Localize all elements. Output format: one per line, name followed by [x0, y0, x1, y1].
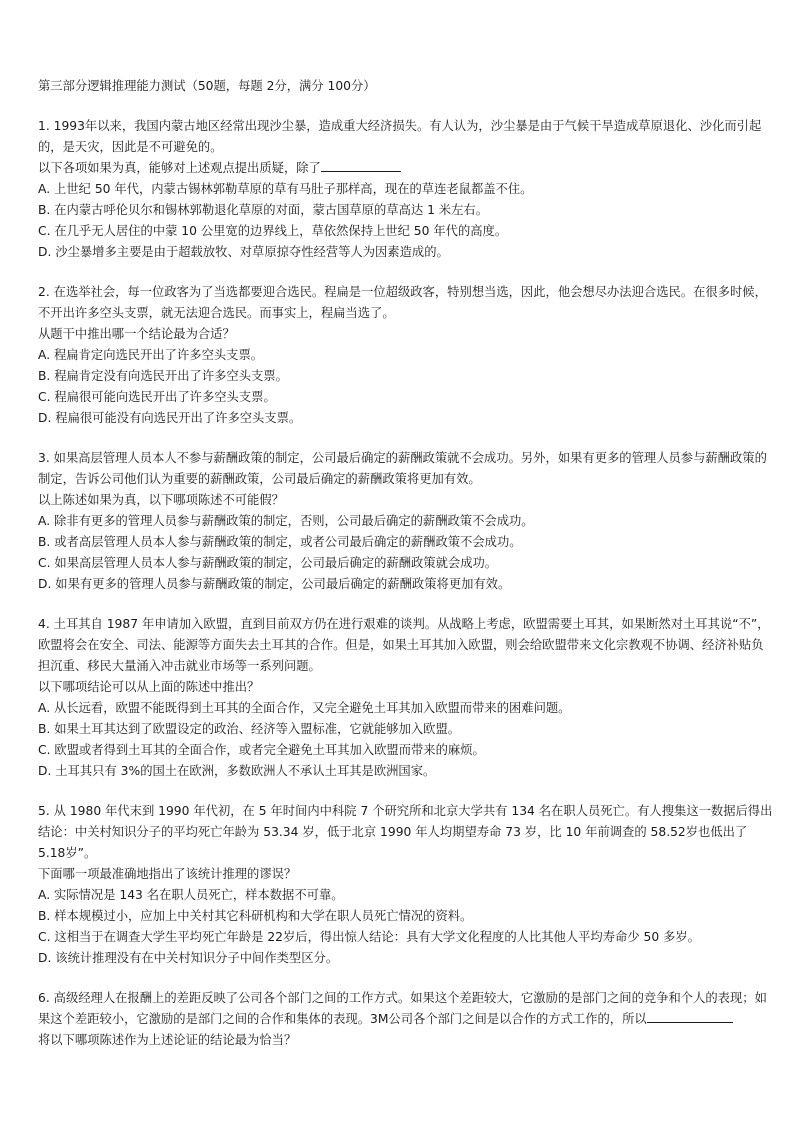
question-5: [38, 801, 774, 969]
question-prompt-text: 以下各项如果为真，能够对上述观点提出质疑，除了: [38, 161, 321, 175]
option-d: D. 该统计推理没有在中关村知识分子中间作类型区分。: [38, 951, 339, 965]
question-prompt: 以下哪项结论可以从上面的陈述中推出？: [38, 680, 260, 694]
question-prompt: 从题干中推出哪一个结论最为合适？: [38, 327, 235, 341]
option-b: B. 样本规模过小，应加上中关村其它科研机构和大学在职人员死亡情况的资料。: [38, 909, 473, 923]
option-a: A. 上世纪 50 年代，内蒙古锡林郭勒草原的草有马肚子那样高，现在的草连老鼠都盖不住。: [38, 182, 533, 196]
question-3: [38, 448, 774, 595]
question-stem: 1. 1993年以来，我国内蒙古地区经常出现沙尘暴，造成重大经济损失。有人认为，沙尘暴是由于气候干旱造成草原退化、沙化而引起的，是天灾，因此是不可避免的。: [38, 119, 762, 154]
option-d: D. 程扁很可能没有向选民开出了许多空头支票。: [38, 411, 302, 425]
option-a: A. 除非有更多的管理人员参与薪酬政策的制定，否则，公司最后确定的薪酬政策不会成功。: [38, 514, 534, 528]
question-stem: 4. 土耳其自 1987 年申请加入欧盟，直到目前双方仍在进行艰难的谈判。从战略上考虑，欧盟需要土耳其，如果断然对土耳其说“不”，欧盟将会在安全、司法、能源等方面失去土耳其的合作。但是，如果土耳其加入欧盟，则会给欧盟带来文化宗教观不协调、经济补贴负担沉重、移民大量涌入冲击就业市场等一系列问题。: [38, 617, 770, 673]
option-b: B. 在内蒙古呼伦贝尔和锡林郭勒退化草原的对面，蒙古国草原的草高达 1 米左右。: [38, 203, 488, 217]
question-2: [38, 282, 774, 429]
option-b: B. 或者高层管理人员本人参与薪酬政策的制定，或者公司最后确定的薪酬政策不会成功。: [38, 535, 522, 549]
option-b: B. 程扁肯定没有向选民开出了许多空头支票。: [38, 369, 288, 383]
option-a: A. 实际情况是 143 名在职人员死亡，样本数据不可靠。: [38, 888, 344, 902]
question-stem: 2. 在选举社会，每一位政客为了当选都要迎合选民。程扁是一位超级政客，特别想当选，因此，他会想尽办法迎合选民。在很多时候，不开出许多空头支票，就无法迎合选民。而事实上，程扁当选了。: [38, 285, 767, 320]
option-a: A. 从长远看，欧盟不能既得到土耳其的全面合作，又完全避免土耳其加入欧盟而带来的困难问题。: [38, 701, 571, 715]
question-6: [38, 988, 774, 1051]
option-c: C. 这相当于在调查大学生平均死亡年龄是 22岁后，得出惊人结论：具有大学文化程度的人比其他人平均寿命少 50 多岁。: [38, 930, 700, 944]
question-stem-text: 6. 高级经理人在报酬上的差距反映了公司各个部门之间的工作方式。如果这个差距较大，它激励的是部门之间的竞争和个人的表现；如果这个差距较小，它激励的是部门之间的合作和集体的表现。3M公司各个部门之间是以合作的方式工作的，所以: [38, 991, 767, 1026]
question-prompt: 以上陈述如果为真，以下哪项陈述不可能假？: [38, 493, 284, 507]
question-4: [38, 614, 774, 782]
option-b: B. 如果土耳其达到了欧盟设定的政治、经济等入盟标准，它就能够加入欧盟。: [38, 722, 461, 736]
question-prompt: 将以下哪项陈述作为上述论证的结论最为恰当？: [38, 1033, 297, 1047]
question-stem: 3. 如果高层管理人员本人不参与薪酬政策的制定，公司最后确定的薪酬政策就不会成功。另外，如果有更多的管理人员参与薪酬政策的制定，告诉公司他们认为重要的薪酬政策，公司最后确定的薪酬政策将更加有效。: [38, 451, 767, 486]
question-1: [38, 116, 774, 263]
question-prompt: 下面哪一项最准确地指出了该统计推理的谬误？: [38, 867, 297, 881]
question-stem: [38, 988, 774, 1030]
option-c: C. 如果高层管理人员本人参与薪酬政策的制定，公司最后确定的薪酬政策就会成功。: [38, 556, 498, 570]
option-c: C. 欧盟或者得到土耳其的全面合作，或者完全避免土耳其加入欧盟而带来的麻烦。: [38, 743, 485, 757]
answer-blank: [647, 1009, 733, 1023]
question-prompt: [38, 158, 774, 179]
option-d: D. 土耳其只有 3%的国土在欧洲，多数欧洲人不承认土耳其是欧洲国家。: [38, 764, 436, 778]
option-c: C. 在几乎无人居住的中蒙 10 公里宽的边界线上，草依然保持上世纪 50 年代的高度。: [38, 224, 508, 238]
section-title: 第三部分逻辑推理能力测试（50题，每题 2分，满分 100分）: [38, 79, 376, 93]
option-c: C. 程扁很可能向选民开出了许多空头支票。: [38, 390, 276, 404]
question-stem: 5. 从 1980 年代末到 1990 年代初，在 5 年时间内中科院 7 个研究所和北京大学共有 134 名在职人员死亡。有人搜集这一数据后得出结论：中关村知识分子的平均死亡年龄为 53.34 岁，低于北京 1990 年人均期望寿命 73 岁，比 10 年前调查的 58.52岁也低出了 5.18岁”。: [38, 804, 773, 860]
option-d: D. 如果有更多的管理人员参与薪酬政策的制定，公司最后确定的薪酬政策将更加有效。: [38, 577, 511, 591]
option-d: D. 沙尘暴增多主要是由于超载放牧、对草原掠夺性经营等人为因素造成的。: [38, 245, 449, 259]
option-a: A. 程扁肯定向选民开出了许多空头支票。: [38, 348, 264, 362]
answer-blank: [321, 158, 401, 172]
document-page: [38, 76, 774, 1070]
